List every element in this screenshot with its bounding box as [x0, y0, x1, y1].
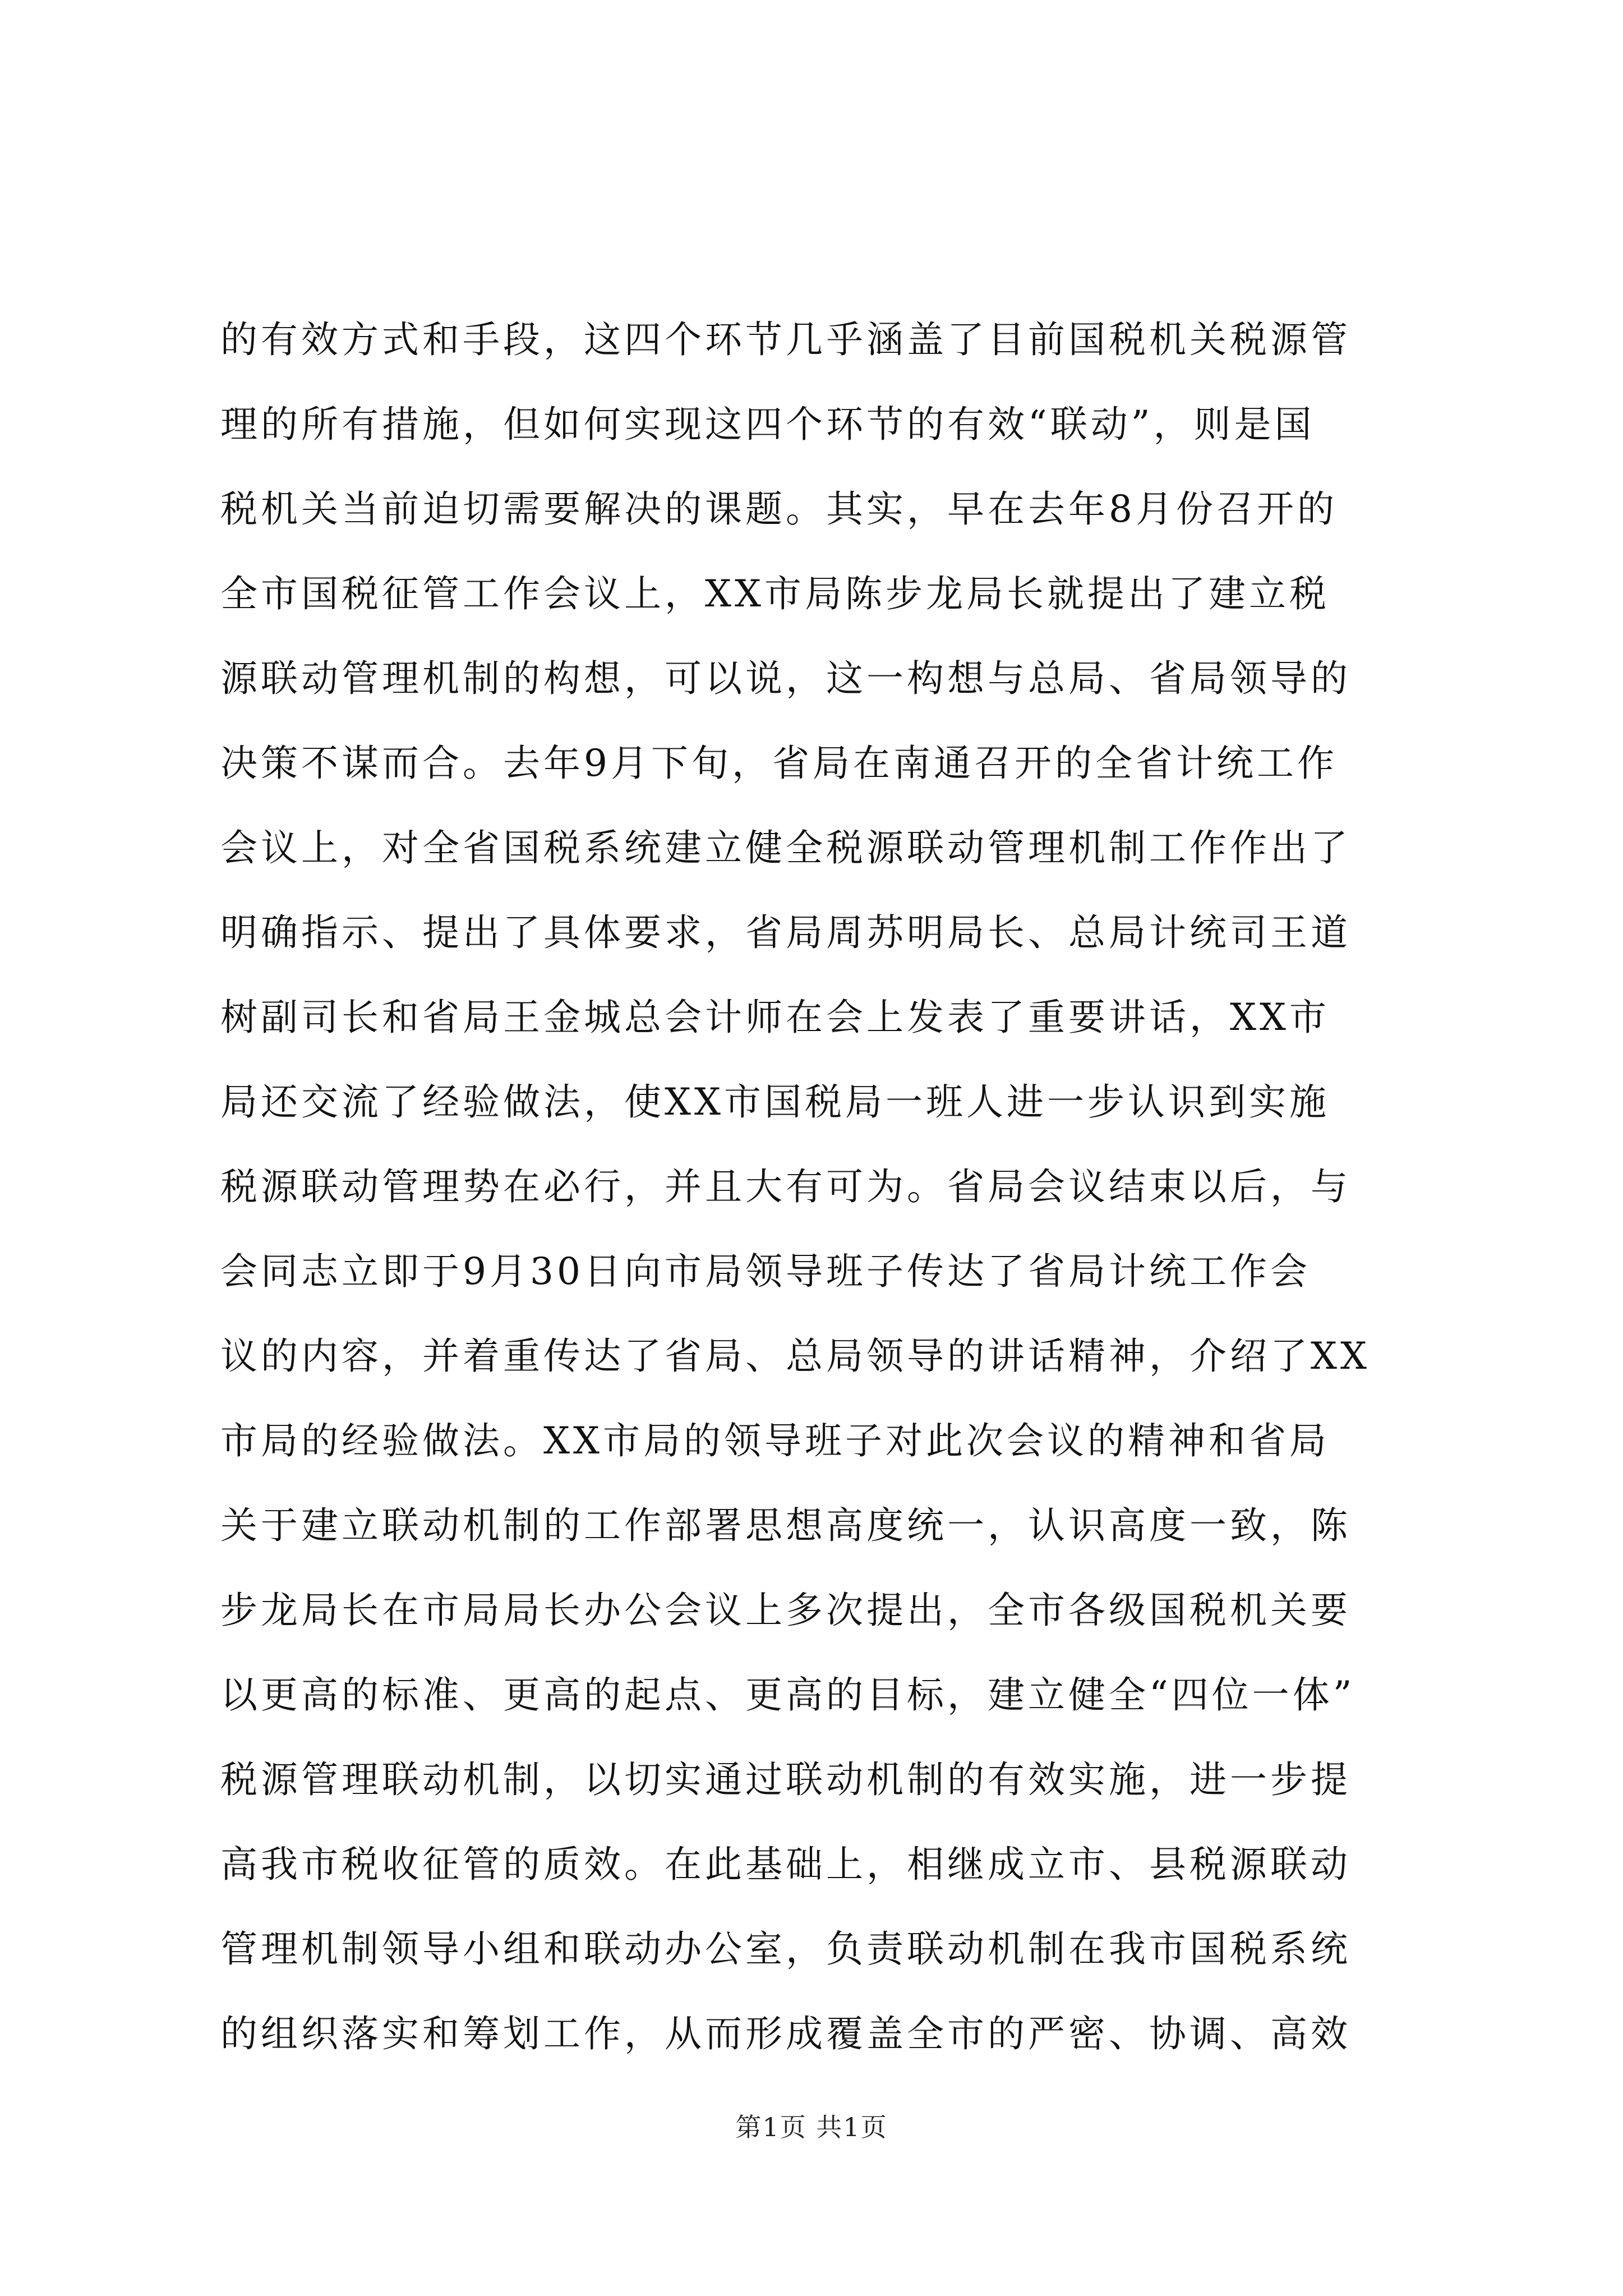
text-line: 树副司长和省局王金城总会计师在会上发表了重要讲话，XX市	[220, 996, 1330, 1039]
text-line: 以更高的标准、更高的起点、更高的目标，建立健全“四位一体”	[220, 1673, 1355, 1717]
text-line: 高我市税收征管的质效。在此基础上，相继成立市、县税源联动	[220, 1843, 1351, 1886]
text-line: 税源管理联动机制，以切实通过联动机制的有效实施，进一步提	[220, 1758, 1351, 1801]
text-line: 决策不谋而合。去年9月下旬，省局在南通召开的全省计统工作	[220, 742, 1338, 785]
text-line: 议的内容，并着重传达了省局、总局领导的讲话精神，介绍了XX	[220, 1335, 1370, 1378]
text-line: 明确指示、提出了具体要求，省局周苏明局长、总局计统司王道	[220, 911, 1351, 954]
text-line: 会议上，对全省国税系统建立健全税源联动管理机制工作作出了	[220, 826, 1351, 869]
text-line: 税机关当前迫切需要解决的课题。其实，早在去年8月份召开的	[220, 487, 1338, 531]
text-line: 全市国税征管工作会议上，XX市局陈步龙局长就提出了建立税	[220, 572, 1330, 615]
text-line: 关于建立联动机制的工作部署思想高度统一，认识高度一致，陈	[220, 1504, 1351, 1547]
text-line: 局还交流了经验做法，使XX市国税局一班人进一步认识到实施	[220, 1080, 1330, 1124]
text-line: 税源联动管理势在必行，并且大有可为。省局会议结束以后，与	[220, 1165, 1351, 1208]
body-text	[220, 297, 1404, 2076]
text-line: 会同志立即于9月30日向市局领导班子传达了省局计统工作会	[220, 1250, 1311, 1293]
text-line: 源联动管理机制的构想，可以说，这一构想与总局、省局领导的	[220, 657, 1351, 700]
text-line: 管理机制领导小组和联动办公室，负责联动机制在我市国税系统	[220, 1927, 1351, 1971]
text-line: 的组织落实和筹划工作，从而形成覆盖全市的严密、协调、高效	[220, 2012, 1351, 2055]
text-line: 的有效方式和手段，这四个环节几乎涵盖了目前国税机关税源管	[220, 318, 1351, 361]
page-footer: 第1页 共1页	[735, 2112, 888, 2142]
text-line: 市局的经验做法。XX市局的领导班子对此次会议的精神和省局	[220, 1419, 1330, 1462]
text-line: 理的所有措施，但如何实现这四个环节的有效“联动”，则是国	[220, 403, 1315, 446]
text-line: 步龙局长在市局局长办公会议上多次提出，全市各级国税机关要	[220, 1589, 1351, 1632]
